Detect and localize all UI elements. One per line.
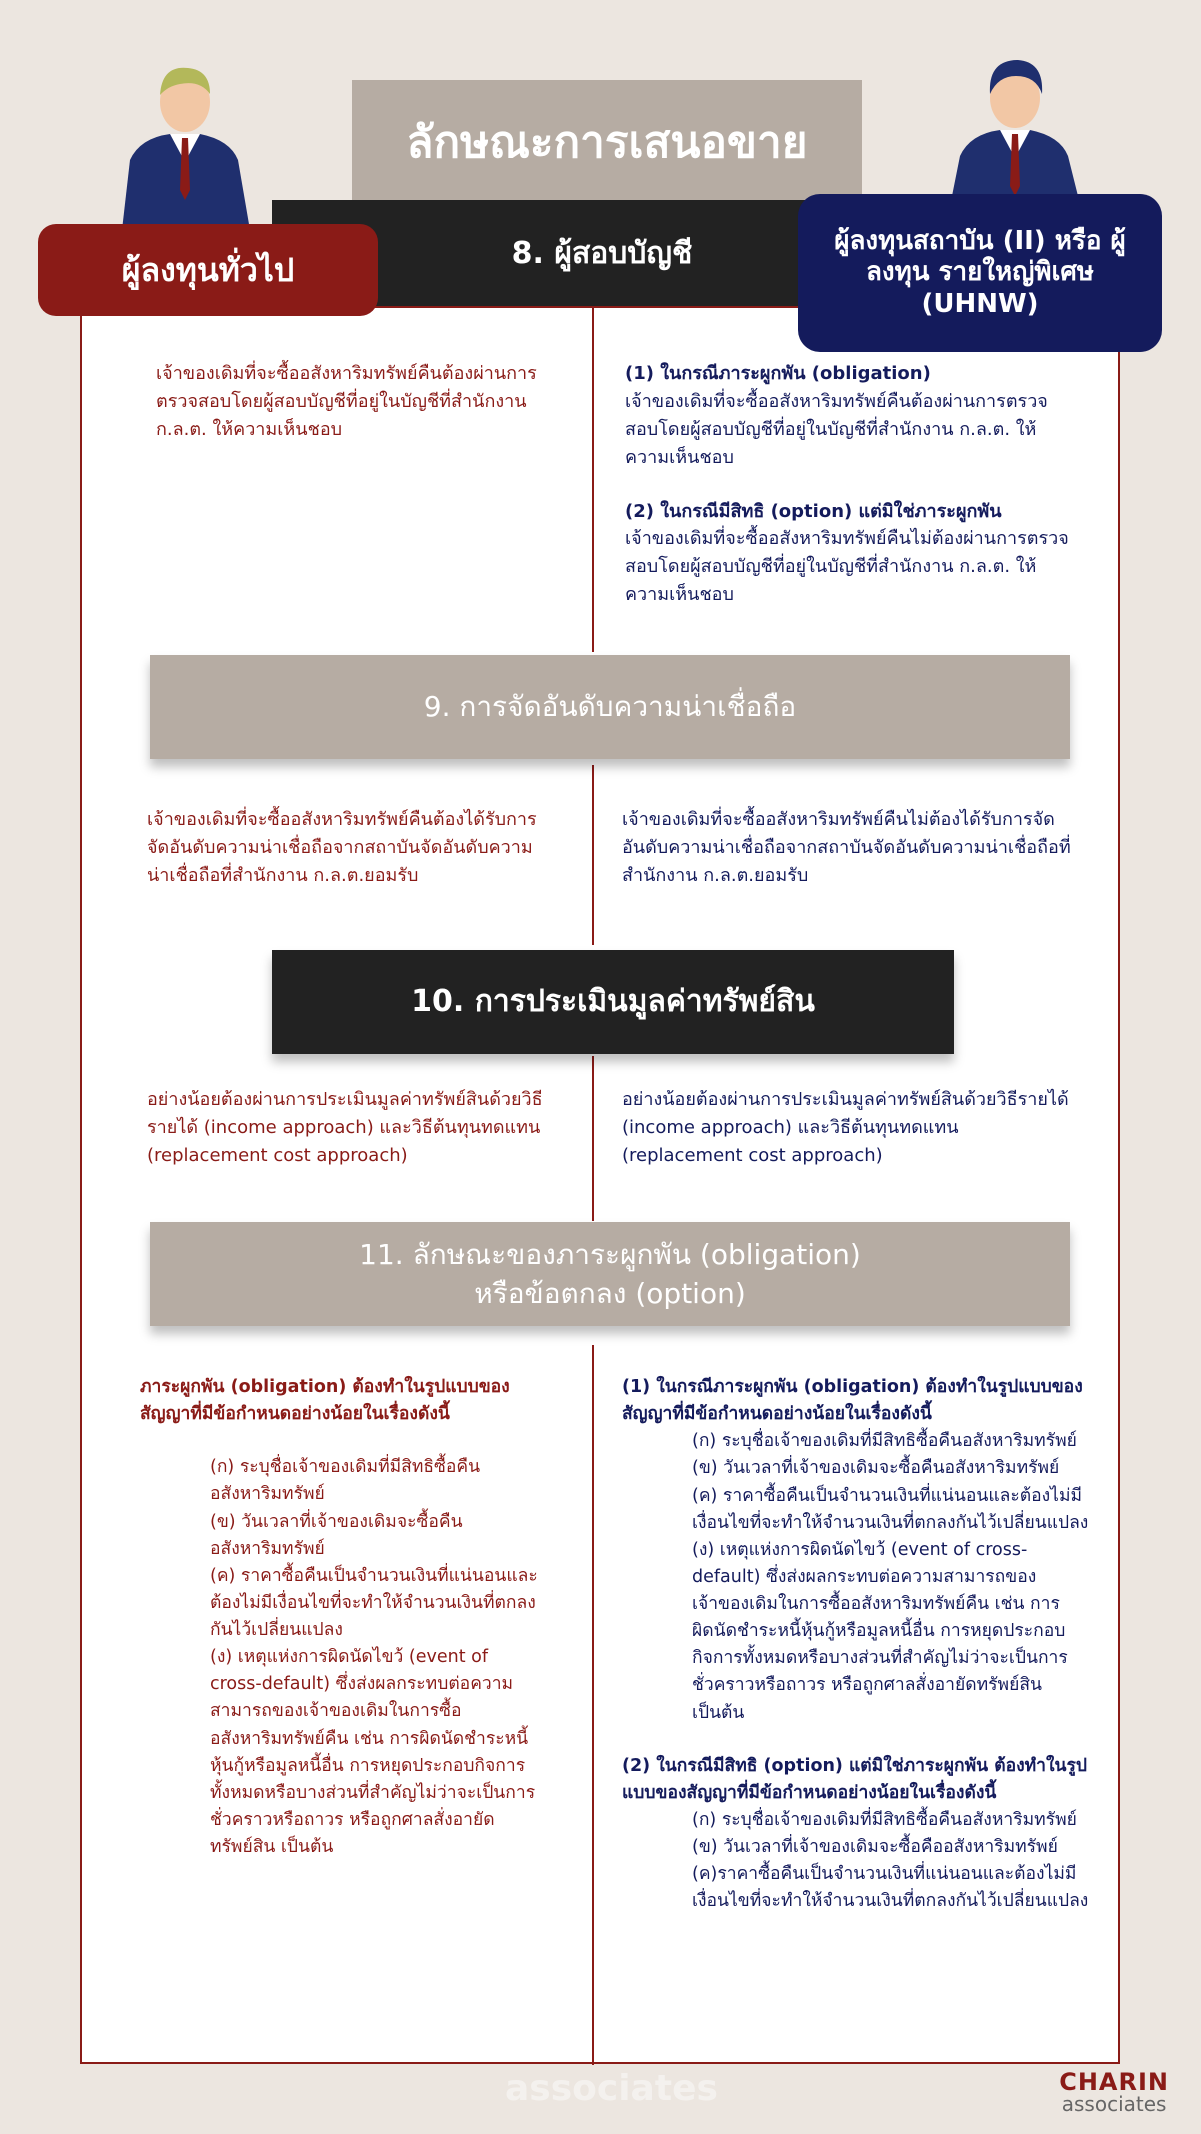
s11-left-item-a: (ก) ระบุชื่อเจ้าของเดิมที่มีสิทธิซื้อคืนอสังหาริมทรัพย์ — [210, 1457, 481, 1505]
s10-left-text: อย่างน้อยต้องผ่านการประเมินมูลค่าทรัพย์สินด้วยวิธีรายได้ (income approach) และวิธีต้นทุนทดแทน (replacement cost approach) — [147, 1089, 543, 1166]
watermark: associates — [505, 2068, 718, 2109]
investor-right-bubble: ผู้ลงทุนสถาบัน (II) หรือ ผู้ลงทุน รายใหญ่พิเศษ (UHNW) — [798, 194, 1162, 352]
section-8-header: 8. ผู้สอบบัญชี — [272, 200, 932, 306]
brand-logo — [1059, 2070, 1169, 2114]
s8-right-heading-2: (2) ในกรณีมีสิทธิ (option) แต่มิใช่ภาระผูกพัน — [625, 500, 1002, 522]
s11-right-heading-2: (2) ในกรณีมีสิทธิ (option) แต่มิใช่ภาระผูกพัน ต้องทำในรูปแบบของสัญญาที่มีข้อกำหนดอย่างน้อยในเรื่องดังนี้ — [622, 1755, 1088, 1803]
s11-right-item-d1: (ง) เหตุแห่งการผิดนัดไขว้ (event of cross-default) ซึ่งส่งผลกระทบต่อความสามารถของเจ้าของเดิมในการซื้ออสังหาริมทรัพย์คืน เช่น การผิดนัดชำระหนี้หุ้นกู้หรือมูลหนี้อื่น การหยุดประกอบกิจการทั้งหมดหรือบางส่วนที่สำคัญไม่ว่าจะเป็นการชั่วคราวหรือถาวร หรือถูกศาลสั่งอายัดทรัพย์สิน เป็นต้น — [692, 1539, 1068, 1723]
s8-left-text: เจ้าของเดิมที่จะซื้ออสังหาริมทรัพย์คืนต้องผ่านการตรวจสอบโดยผู้สอบบัญชีที่อยู่ในบัญชีที่สำนักงาน ก.ล.ต. ให้ความเห็นชอบ — [156, 363, 537, 440]
s11-left-heading: ภาระผูกพัน (obligation) ต้องทำในรูปแบบของสัญญาที่มีข้อกำหนดอย่างน้อยในเรื่องดังนี้ — [140, 1377, 510, 1425]
s11-right-item-b2: (ข) วันเวลาที่เจ้าของเดิมจะซื้อคืออสังหาริมทรัพย์ — [692, 1837, 1058, 1857]
column-divider — [592, 1056, 594, 1221]
s9-left-text: เจ้าของเดิมที่จะซื้ออสังหาริมทรัพย์คืนต้องได้รับการจัดอันดับความน่าเชื่อถือจากสถาบันจัดอันดับความน่าเชื่อถือที่สำนักงาน ก.ล.ต.ยอมรับ — [147, 809, 537, 886]
s11-right-item-c2: (ค)ราคาซื้อคืนเป็นจำนวนเงินที่แน่นอนและต้องไม่มีเงื่อนไขที่จะทำให้จำนวนเงินที่ตกลงกันไว้เปลี่ยนแปลง — [692, 1864, 1089, 1912]
column-divider — [592, 306, 594, 652]
investor-left-bubble: ผู้ลงทุนทั่วไป — [38, 224, 378, 316]
s8-right-heading-1: (1) ในกรณีภาระผูกพัน (obligation) — [625, 363, 931, 384]
brand-sub: associates — [1061, 2092, 1167, 2116]
s9-right-text: เจ้าของเดิมที่จะซื้ออสังหาริมทรัพย์คืนไม่ต้องได้รับการจัดอันดับความน่าเชื่อถือจากสถาบันจัดอันดับความน่าเชื่อถือที่สำนักงาน ก.ล.ต.ยอมรับ — [622, 809, 1071, 886]
page-title: ลักษณะการเสนอขาย — [352, 80, 862, 204]
s11-right-heading-1: (1) ในกรณีภาระผูกพัน (obligation) ต้องทำในรูปแบบของสัญญาที่มีข้อกำหนดอย่างน้อยในเรื่องดังนี้ — [622, 1377, 1083, 1425]
section-11-header — [150, 1222, 1070, 1326]
s11-left-item-d: (ง) เหตุแห่งการผิดนัดไขว้ (event of cross-default) ซึ่งส่งผลกระทบต่อความสามารถของเจ้าของเดิมในการซื้ออสังหาริมทรัพย์คืน เช่น การผิดนัดชำระหนี้หุ้นกู้หรือมูลหนี้อื่น การหยุดประกอบกิจการทั้งหมดหรือบางส่วนที่สำคัญไม่ว่าจะเป็นการชั่วคราวหรือถาวร หรือถูกศาลสั่งอายัดทรัพย์สิน เป็นต้น — [210, 1647, 536, 1857]
s11-right-item-a1: (ก) ระบุชื่อเจ้าของเดิมที่มีสิทธิซื้อคืนอสังหาริมทรัพย์ — [692, 1431, 1077, 1452]
businessman-left-icon — [110, 50, 260, 230]
s8-right-block — [625, 360, 1080, 609]
s11-right-item-b1: (ข) วันเวลาที่เจ้าของเดิมจะซื้อคืนอสังหาริมทรัพย์ — [692, 1458, 1060, 1479]
businessman-right-icon — [940, 46, 1090, 196]
section-11-header-line-2: หรือข้อตกลง (option) — [474, 1277, 746, 1310]
s11-right-item-c1: (ค) ราคาซื้อคืนเป็นจำนวนเงินที่แน่นอนและต้องไม่มีเงื่อนไขที่จะทำให้จำนวนเงินที่ตกลงกันไว้เปลี่ยนแปลง — [692, 1485, 1089, 1533]
s10-right-text: อย่างน้อยต้องผ่านการประเมินมูลค่าทรัพย์สินด้วยวิธีรายได้ (income approach) และวิธีต้นทุนทดแทน (replacement cost approach) — [622, 1089, 1069, 1166]
s8-right-text-2: เจ้าของเดิมที่จะซื้ออสังหาริมทรัพย์คืนไม่ต้องผ่านการตรวจสอบโดยผู้สอบบัญชีที่อยู่ในบัญชีที่สำนักงาน ก.ล.ต. ให้ความเห็นชอบ — [625, 528, 1069, 606]
section-9-header: 9. การจัดอันดับความน่าเชื่อถือ — [150, 655, 1070, 759]
s11-right-block — [622, 1374, 1092, 1915]
s11-right-item-a2: (ก) ระบุชื่อเจ้าของเดิมที่มีสิทธิซื้อคืนอสังหาริมทรัพย์ — [692, 1809, 1077, 1830]
column-divider — [592, 765, 594, 945]
section-10-header: 10. การประเมินมูลค่าทรัพย์สิน — [272, 950, 954, 1054]
section-11-header-line-1: 11. ลักษณะของภาระผูกพัน (obligation) — [359, 1237, 861, 1271]
s11-left-item-c: (ค) ราคาซื้อคืนเป็นจำนวนเงินที่แน่นอนและต้องไม่มีเงื่อนไขที่จะทำให้จำนวนเงินที่ตกลงกันไว้เปลี่ยนแปลง — [210, 1565, 538, 1640]
s8-right-text-1: เจ้าของเดิมที่จะซื้ออสังหาริมทรัพย์คืนต้องผ่านการตรวจสอบโดยผู้สอบบัญชีที่อยู่ในบัญชีที่สำนักงาน ก.ล.ต. ให้ความเห็นชอบ — [625, 390, 1048, 468]
column-divider — [592, 1345, 594, 2065]
s11-left-block — [140, 1374, 545, 1861]
s11-left-item-b: (ข) วันเวลาที่เจ้าของเดิมจะซื้อคืนอสังหาริมทรัพย์ — [210, 1511, 463, 1559]
brand-name: CHARIN — [1059, 2068, 1169, 2096]
